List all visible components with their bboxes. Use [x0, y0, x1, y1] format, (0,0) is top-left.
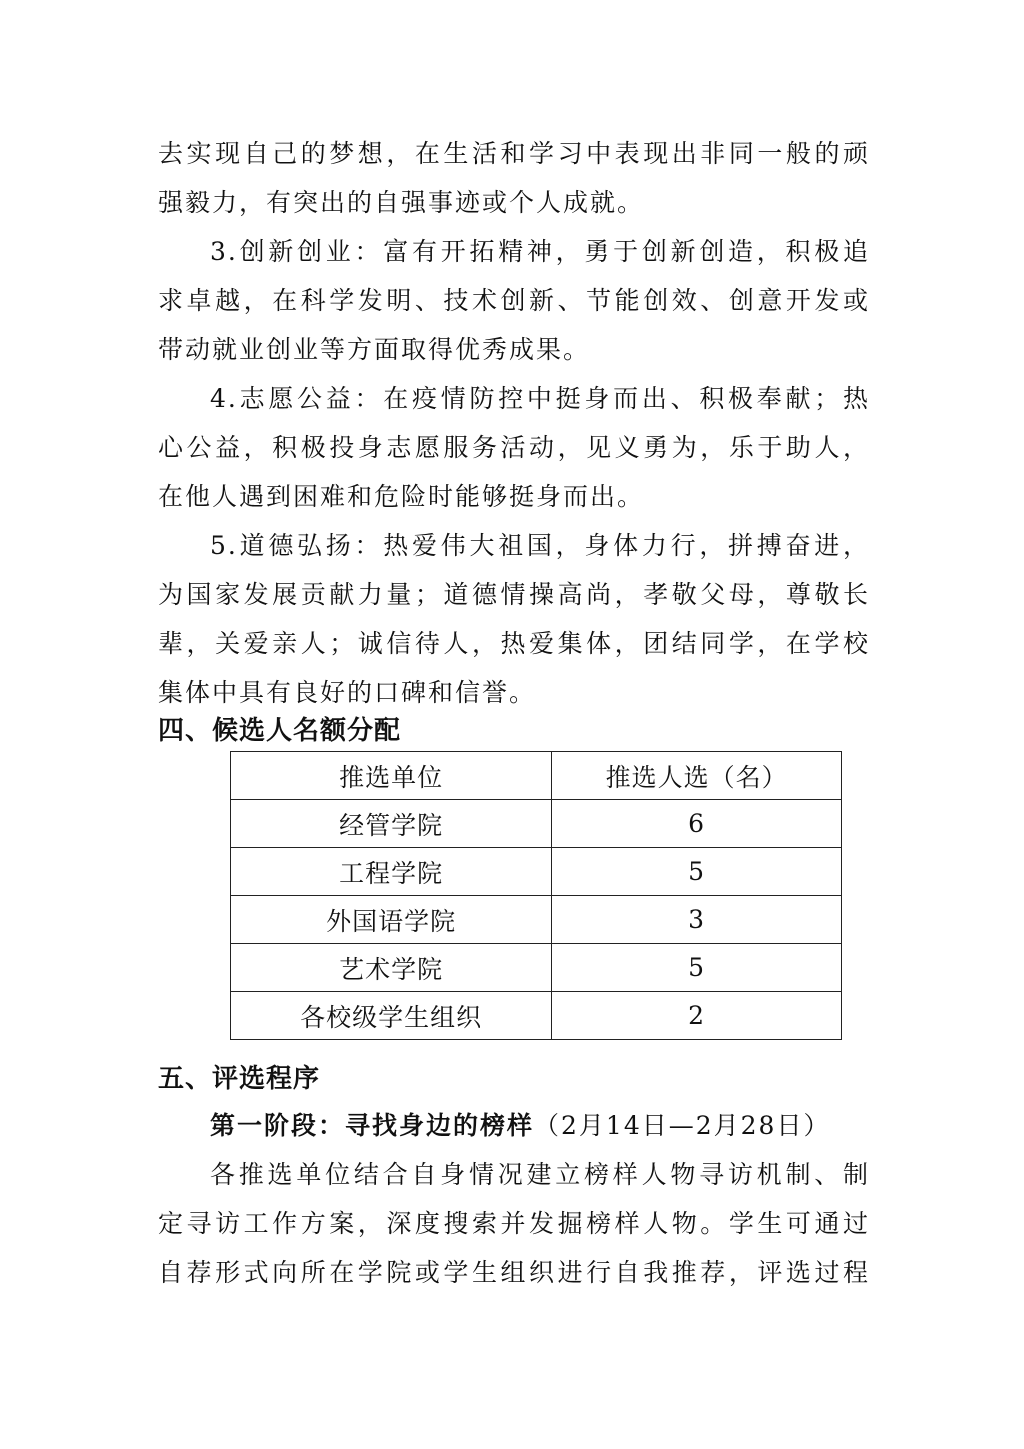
paragraph-line: 带动就业创业等方面取得优秀成果。 [158, 335, 591, 364]
table-row [231, 800, 842, 848]
stage-title [210, 1110, 870, 1142]
stage-title-text: 第一阶段：寻找身边的榜样 [210, 1111, 535, 1140]
table-cell: 经管学院 [231, 800, 552, 848]
table-row [231, 896, 842, 944]
paragraph-line: 4.志愿公益：在疫情防控中挺身而出、积极奉献；热 [210, 384, 870, 413]
table-cell: 各校级学生组织 [231, 992, 552, 1040]
section-heading: 四、候选人名额分配 [158, 716, 402, 746]
table-cell: 3 [552, 896, 842, 944]
section-heading: 五、评选程序 [158, 1064, 321, 1094]
paragraph-line: 求卓越，在科学发明、技术创新、节能创效、创意开发或 [158, 286, 870, 315]
table-header-row [231, 752, 842, 800]
table-cell: 6 [552, 800, 842, 848]
paragraph-line: 5.道德弘扬：热爱伟大祖国，身体力行，拼搏奋进， [210, 531, 870, 560]
table-header-cell: 推选单位 [231, 752, 552, 800]
paragraph-line: 为国家发展贡献力量；道德情操高尚，孝敬父母，尊敬长 [158, 580, 870, 609]
table-row [231, 848, 842, 896]
paragraph-line: 集体中具有良好的口碑和信誉。 [158, 678, 537, 707]
table-cell: 外国语学院 [231, 896, 552, 944]
table-cell: 2 [552, 992, 842, 1040]
table-cell: 5 [552, 944, 842, 992]
paragraph-line: 3.创新创业：富有开拓精神，勇于创新创造，积极追 [210, 237, 870, 266]
table-row [231, 944, 842, 992]
table-row [231, 992, 842, 1040]
table-cell: 艺术学院 [231, 944, 552, 992]
paragraph-line: 去实现自己的梦想，在生活和学习中表现出非同一般的顽 [158, 139, 870, 168]
paragraph-line: 心公益，积极投身志愿服务活动，见义勇为，乐于助人， [158, 433, 870, 462]
paragraph-line: 自荐形式向所在学院或学生组织进行自我推荐，评选过程 [158, 1258, 870, 1287]
paragraph-line: 在他人遇到困难和危险时能够挺身而出。 [158, 482, 645, 511]
table-header-cell: 推选人选（名） [552, 752, 842, 800]
paragraph-line: 辈，关爱亲人；诚信待人，热爱集体，团结同学，在学校 [158, 629, 870, 658]
paragraph-line: 定寻访工作方案，深度搜索并发掘榜样人物。学生可通过 [158, 1209, 870, 1238]
quota-table [230, 751, 842, 1040]
table-cell: 5 [552, 848, 842, 896]
table-cell: 工程学院 [231, 848, 552, 896]
stage-dates: （2月14日—2月28日） [534, 1111, 831, 1140]
paragraph-line: 强毅力，有突出的自强事迹或个人成就。 [158, 188, 645, 217]
paragraph-line: 各推选单位结合自身情况建立榜样人物寻访机制、制 [210, 1160, 870, 1189]
